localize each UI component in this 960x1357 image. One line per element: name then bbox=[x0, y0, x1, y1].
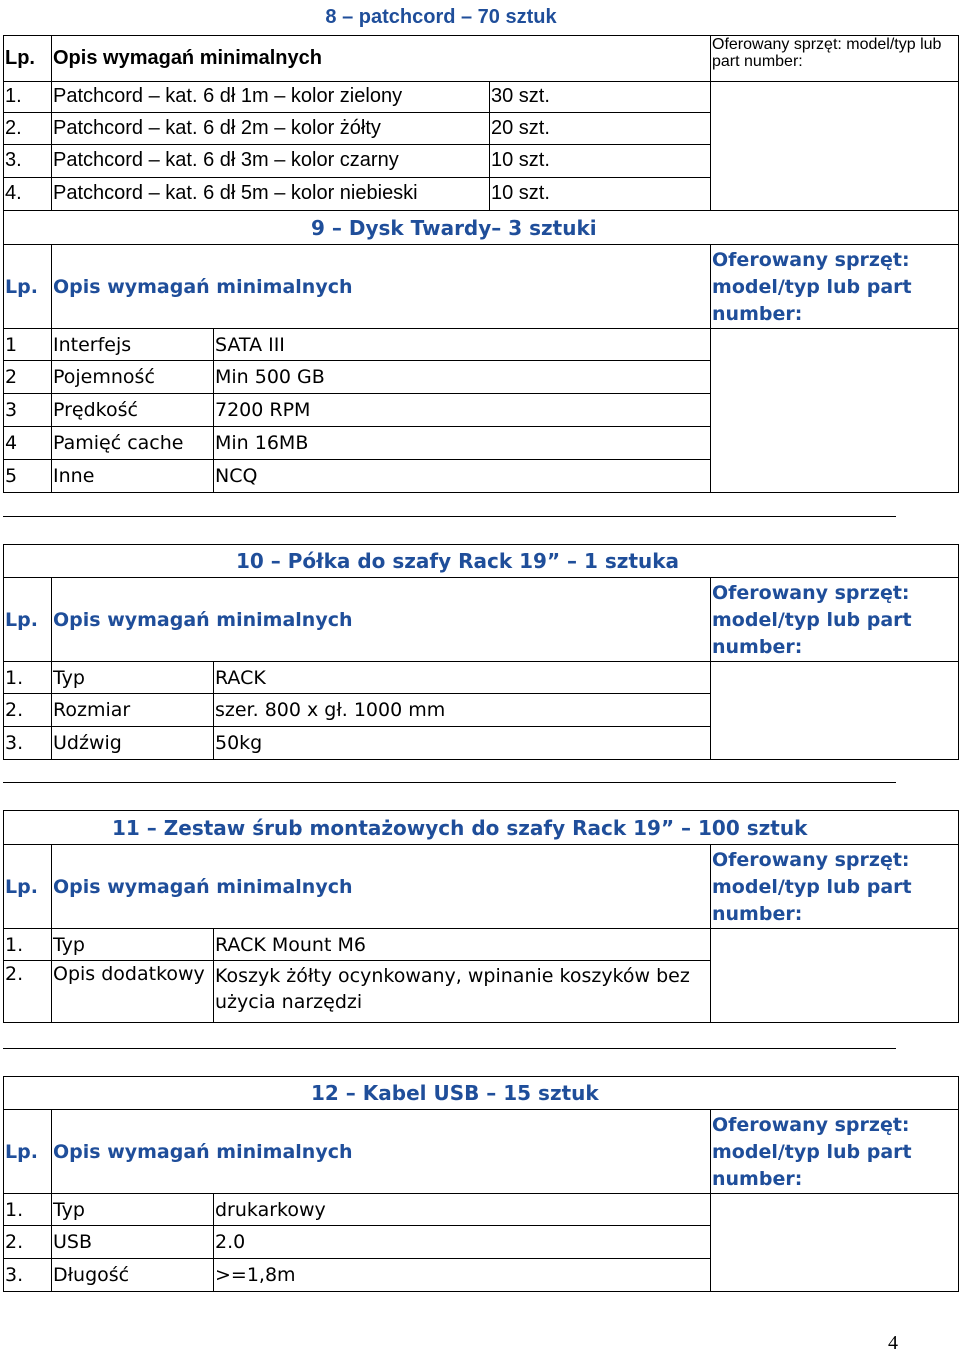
header-offer: Oferowany sprzęt: model/typ lub part number: bbox=[711, 1110, 959, 1194]
offer-cell[interactable] bbox=[711, 662, 959, 760]
offer-cell[interactable] bbox=[711, 81, 959, 210]
header-opis: Opis wymagań minimalnych bbox=[52, 845, 711, 929]
row-lp: 1 bbox=[4, 329, 52, 361]
offer-cell[interactable] bbox=[711, 329, 959, 493]
header-lp: Lp. bbox=[4, 578, 52, 662]
header-offer: Oferowany sprzęt: model/typ lub part number: bbox=[711, 245, 959, 329]
row-value: szer. 800 x gł. 1000 mm bbox=[214, 694, 711, 727]
section-11-table bbox=[3, 810, 959, 1023]
section-9-title: 9 – Dysk Twardy– 3 sztuki bbox=[311, 215, 597, 240]
row-qty: 10 szt. bbox=[490, 144, 711, 177]
row-value: drukarkowy bbox=[214, 1194, 711, 1226]
header-lp: Lp. bbox=[4, 1110, 52, 1194]
row-lp: 2. bbox=[4, 1226, 52, 1259]
row-qty: 20 szt. bbox=[490, 112, 711, 144]
row-value: RACK bbox=[214, 662, 711, 694]
row-desc: Patchcord – kat. 6 dł 3m – kolor czarny bbox=[52, 144, 490, 177]
row-name: Udźwig bbox=[52, 727, 214, 760]
row-qty: 30 szt. bbox=[490, 81, 711, 112]
row-value: 50kg bbox=[214, 727, 711, 760]
row-value: Koszyk żółty ocynkowany, wpinanie koszyków bez użycia narzędzi bbox=[214, 961, 711, 1023]
row-qty: 10 szt. bbox=[490, 177, 711, 210]
row-lp: 2. bbox=[4, 694, 52, 727]
row-name: Typ bbox=[52, 1194, 214, 1226]
row-lp: 1. bbox=[4, 662, 52, 694]
row-name: Opis dodatkowy bbox=[52, 961, 214, 1023]
section-12-table bbox=[3, 1076, 959, 1292]
row-lp: 3. bbox=[4, 727, 52, 760]
section-8-title: 8 – patchcord – 70 sztuk bbox=[325, 6, 557, 29]
row-value: 7200 RPM bbox=[214, 394, 711, 427]
header-opis: Opis wymagań minimalnych bbox=[52, 578, 711, 662]
row-value: Min 500 GB bbox=[214, 361, 711, 394]
header-opis: Opis wymagań minimalnych bbox=[52, 35, 711, 81]
row-name: Typ bbox=[52, 929, 214, 961]
section-8-table bbox=[3, 1, 959, 211]
separator-line bbox=[3, 516, 896, 517]
header-lp: Lp. bbox=[4, 35, 52, 81]
row-name: Interfejs bbox=[52, 329, 214, 361]
row-name: Rozmiar bbox=[52, 694, 214, 727]
row-lp: 4 bbox=[4, 427, 52, 460]
section-10-title: 10 – Półka do szafy Rack 19” – 1 sztuka bbox=[236, 549, 680, 573]
row-lp: 5 bbox=[4, 460, 52, 493]
row-value: >=1,8m bbox=[214, 1259, 711, 1292]
header-opis: Opis wymagań minimalnych bbox=[52, 1110, 711, 1194]
row-name: USB bbox=[52, 1226, 214, 1259]
row-lp: 4. bbox=[4, 177, 52, 210]
row-lp: 1. bbox=[4, 1194, 52, 1226]
row-desc: Patchcord – kat. 6 dł 2m – kolor żółty bbox=[52, 112, 490, 144]
row-name: Prędkość bbox=[52, 394, 214, 427]
row-lp: 2. bbox=[4, 961, 52, 1023]
row-desc: Patchcord – kat. 6 dł 1m – kolor zielony bbox=[52, 81, 490, 112]
row-lp: 2 bbox=[4, 361, 52, 394]
page-number: 4 bbox=[888, 1332, 898, 1354]
row-name: Długość bbox=[52, 1259, 214, 1292]
section-11-title: 11 – Zestaw śrub montażowych do szafy Rack 19” – 100 sztuk bbox=[112, 815, 808, 840]
section-9-table bbox=[3, 210, 959, 493]
offer-cell[interactable] bbox=[711, 929, 959, 1023]
separator-line bbox=[3, 782, 896, 783]
section-12-title: 12 – Kabel USB – 15 sztuk bbox=[311, 1081, 599, 1105]
row-value: RACK Mount M6 bbox=[214, 929, 711, 961]
header-offer: Oferowany sprzęt: model/typ lub part number: bbox=[711, 845, 959, 929]
section-10-table bbox=[3, 544, 959, 760]
row-value: NCQ bbox=[214, 460, 711, 493]
header-lp: Lp. bbox=[4, 245, 52, 329]
row-name: Pamięć cache bbox=[52, 427, 214, 460]
row-value: SATA III bbox=[214, 329, 711, 361]
row-desc: Patchcord – kat. 6 dł 5m – kolor niebieski bbox=[52, 177, 490, 210]
row-lp: 2. bbox=[4, 112, 52, 144]
row-lp: 3 bbox=[4, 394, 52, 427]
row-lp: 3. bbox=[4, 144, 52, 177]
row-lp: 1. bbox=[4, 81, 52, 112]
row-name: Inne bbox=[52, 460, 214, 493]
header-offer: Oferowany sprzęt: model/typ lub part number: bbox=[711, 35, 959, 81]
header-offer: Oferowany sprzęt: model/typ lub part number: bbox=[711, 578, 959, 662]
row-value: Min 16MB bbox=[214, 427, 711, 460]
row-lp: 1. bbox=[4, 929, 52, 961]
row-name: Pojemność bbox=[52, 361, 214, 394]
header-lp: Lp. bbox=[4, 845, 52, 929]
separator-line bbox=[3, 1048, 896, 1049]
row-value: 2.0 bbox=[214, 1226, 711, 1259]
offer-cell[interactable] bbox=[711, 1194, 959, 1292]
row-lp: 3. bbox=[4, 1259, 52, 1292]
header-opis: Opis wymagań minimalnych bbox=[52, 245, 711, 329]
row-name: Typ bbox=[52, 662, 214, 694]
